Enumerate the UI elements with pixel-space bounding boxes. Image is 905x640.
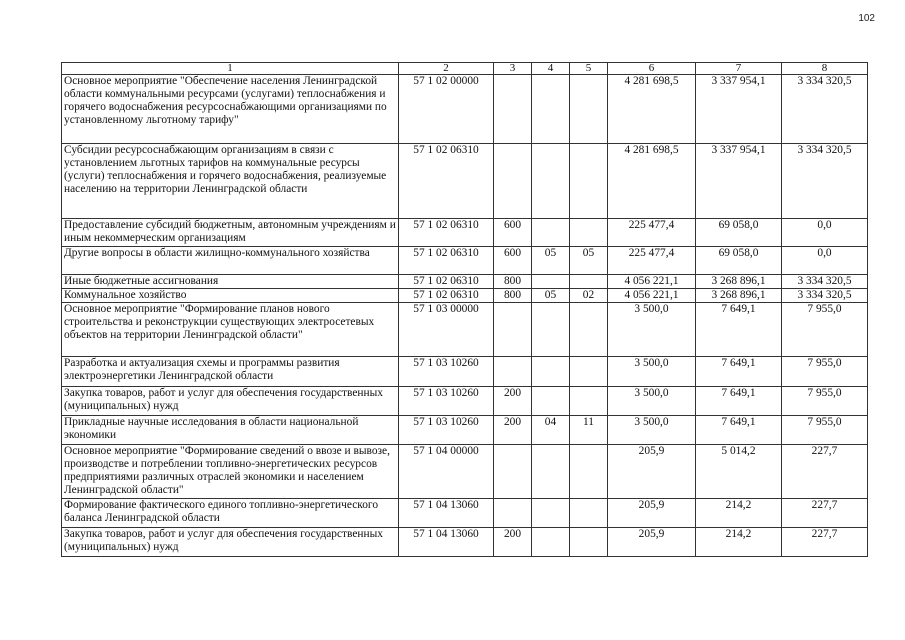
amount-col-7: 214,2 <box>696 499 782 528</box>
table-row <box>62 416 868 445</box>
item-name: Другие вопросы в области жилищно-коммунального хозяйства <box>62 247 399 275</box>
amount-col-8: 227,7 <box>782 499 868 528</box>
item-name: Формирование фактического единого топливно-энергетического баланса Ленинградской области <box>62 499 399 528</box>
amount-col-7: 69 058,0 <box>696 247 782 275</box>
target-article-code: 57 1 02 06310 <box>399 289 494 303</box>
target-article-code: 57 1 04 13060 <box>399 499 494 528</box>
table-row <box>62 219 868 247</box>
amount-col-7: 69 058,0 <box>696 219 782 247</box>
amount-col-8: 227,7 <box>782 528 868 557</box>
item-name: Основное мероприятие "Формирование планов нового строительства и реконструкции существующих электросетевых объектов на территории Ленинградской области" <box>62 303 399 357</box>
section-code <box>532 75 570 144</box>
section-code <box>532 528 570 557</box>
item-name: Субсидии ресурсоснабжающим организациям в связи с установлением льготных тарифов на коммунальные ресурсы (услуги) теплоснабжения и горячего водоснабжения, реализуемые населению на территории Ленинградской области <box>62 144 399 219</box>
section-code: 05 <box>532 289 570 303</box>
subsection-code: 11 <box>570 416 608 445</box>
subsection-code <box>570 275 608 289</box>
amount-col-7: 7 649,1 <box>696 387 782 416</box>
target-article-code: 57 1 02 06310 <box>399 247 494 275</box>
subsection-code <box>570 387 608 416</box>
table-row <box>62 144 868 219</box>
table-row <box>62 289 868 303</box>
subsection-code <box>570 499 608 528</box>
amount-col-8: 3 334 320,5 <box>782 75 868 144</box>
subsection-code <box>570 144 608 219</box>
table-row <box>62 528 868 557</box>
table-body <box>62 75 868 557</box>
item-name: Иные бюджетные ассигнования <box>62 275 399 289</box>
item-name: Закупка товаров, работ и услуг для обеспечения государственных (муниципальных) нужд <box>62 528 399 557</box>
target-article-code: 57 1 02 06310 <box>399 219 494 247</box>
expense-type-code: 600 <box>494 219 532 247</box>
amount-col-6: 205,9 <box>608 445 696 499</box>
section-code <box>532 275 570 289</box>
item-name: Прикладные научные исследования в области национальной экономики <box>62 416 399 445</box>
expense-type-code <box>494 144 532 219</box>
table-row <box>62 445 868 499</box>
target-article-code: 57 1 03 10260 <box>399 387 494 416</box>
expense-type-code: 200 <box>494 528 532 557</box>
amount-col-8: 7 955,0 <box>782 416 868 445</box>
section-code: 05 <box>532 247 570 275</box>
section-code <box>532 303 570 357</box>
section-code <box>532 387 570 416</box>
target-article-code: 57 1 04 13060 <box>399 528 494 557</box>
table-row <box>62 275 868 289</box>
column-header: 2 <box>399 63 494 75</box>
subsection-code <box>570 357 608 387</box>
amount-col-6: 3 500,0 <box>608 387 696 416</box>
amount-col-6: 4 281 698,5 <box>608 144 696 219</box>
expense-type-code <box>494 357 532 387</box>
section-code <box>532 357 570 387</box>
item-name: Основное мероприятие "Обеспечение населения Ленинградской области коммунальными ресурсами (услугами) теплоснабжения и горячего водоснабжения ресурсоснабжающими организациями по установленному льготному тарифу" <box>62 75 399 144</box>
amount-col-7: 7 649,1 <box>696 416 782 445</box>
amount-col-6: 3 500,0 <box>608 357 696 387</box>
table-row <box>62 303 868 357</box>
amount-col-6: 225 477,4 <box>608 247 696 275</box>
section-code: 04 <box>532 416 570 445</box>
expense-type-code <box>494 303 532 357</box>
amount-col-6: 205,9 <box>608 528 696 557</box>
subsection-code <box>570 75 608 144</box>
expense-type-code: 800 <box>494 275 532 289</box>
budget-table <box>61 62 868 557</box>
expense-type-code: 600 <box>494 247 532 275</box>
target-article-code: 57 1 03 10260 <box>399 416 494 445</box>
amount-col-7: 5 014,2 <box>696 445 782 499</box>
amount-col-7: 7 649,1 <box>696 357 782 387</box>
amount-col-8: 7 955,0 <box>782 357 868 387</box>
amount-col-7: 3 268 896,1 <box>696 275 782 289</box>
item-name: Коммунальное хозяйство <box>62 289 399 303</box>
section-code <box>532 219 570 247</box>
item-name: Закупка товаров, работ и услуг для обеспечения государственных (муниципальных) нужд <box>62 387 399 416</box>
column-header: 5 <box>570 63 608 75</box>
target-article-code: 57 1 03 00000 <box>399 303 494 357</box>
expense-type-code: 200 <box>494 416 532 445</box>
table-row <box>62 75 868 144</box>
amount-col-8: 7 955,0 <box>782 387 868 416</box>
table-row <box>62 499 868 528</box>
target-article-code: 57 1 02 00000 <box>399 75 494 144</box>
subsection-code: 02 <box>570 289 608 303</box>
item-name: Разработка и актуализация схемы и программы развития электроэнергетики Ленинградской области <box>62 357 399 387</box>
expense-type-code <box>494 445 532 499</box>
expense-type-code: 200 <box>494 387 532 416</box>
table-row <box>62 357 868 387</box>
amount-col-7: 3 337 954,1 <box>696 75 782 144</box>
amount-col-8: 0,0 <box>782 219 868 247</box>
amount-col-6: 4 056 221,1 <box>608 289 696 303</box>
target-article-code: 57 1 03 10260 <box>399 357 494 387</box>
page-number: 102 <box>858 13 875 24</box>
table-row <box>62 387 868 416</box>
amount-col-7: 7 649,1 <box>696 303 782 357</box>
amount-col-8: 3 334 320,5 <box>782 144 868 219</box>
expense-type-code: 800 <box>494 289 532 303</box>
subsection-code: 05 <box>570 247 608 275</box>
column-header: 4 <box>532 63 570 75</box>
amount-col-7: 3 268 896,1 <box>696 289 782 303</box>
target-article-code: 57 1 04 00000 <box>399 445 494 499</box>
subsection-code <box>570 219 608 247</box>
amount-col-6: 4 056 221,1 <box>608 275 696 289</box>
subsection-code <box>570 528 608 557</box>
expense-type-code <box>494 499 532 528</box>
amount-col-8: 7 955,0 <box>782 303 868 357</box>
amount-col-8: 227,7 <box>782 445 868 499</box>
item-name: Основное мероприятие "Формирование сведений о ввозе и вывозе, производстве и потреблении топливно-энергетических ресурсов предприятиями различных отраслей экономики и населением Ленинградской области" <box>62 445 399 499</box>
column-header: 8 <box>782 63 868 75</box>
table-row <box>62 247 868 275</box>
subsection-code <box>570 303 608 357</box>
amount-col-6: 3 500,0 <box>608 416 696 445</box>
amount-col-7: 3 337 954,1 <box>696 144 782 219</box>
item-name: Предоставление субсидий бюджетным, автономным учреждениям и иным некоммерческим организациям <box>62 219 399 247</box>
column-header: 6 <box>608 63 696 75</box>
amount-col-7: 214,2 <box>696 528 782 557</box>
section-code <box>532 144 570 219</box>
subsection-code <box>570 445 608 499</box>
column-header: 1 <box>62 63 399 75</box>
column-header: 7 <box>696 63 782 75</box>
target-article-code: 57 1 02 06310 <box>399 144 494 219</box>
amount-col-6: 3 500,0 <box>608 303 696 357</box>
amount-col-6: 205,9 <box>608 499 696 528</box>
section-code <box>532 499 570 528</box>
amount-col-8: 0,0 <box>782 247 868 275</box>
amount-col-8: 3 334 320,5 <box>782 289 868 303</box>
section-code <box>532 445 570 499</box>
amount-col-6: 225 477,4 <box>608 219 696 247</box>
amount-col-6: 4 281 698,5 <box>608 75 696 144</box>
amount-col-8: 3 334 320,5 <box>782 275 868 289</box>
column-header: 3 <box>494 63 532 75</box>
expense-type-code <box>494 75 532 144</box>
column-number-row <box>62 63 868 75</box>
target-article-code: 57 1 02 06310 <box>399 275 494 289</box>
